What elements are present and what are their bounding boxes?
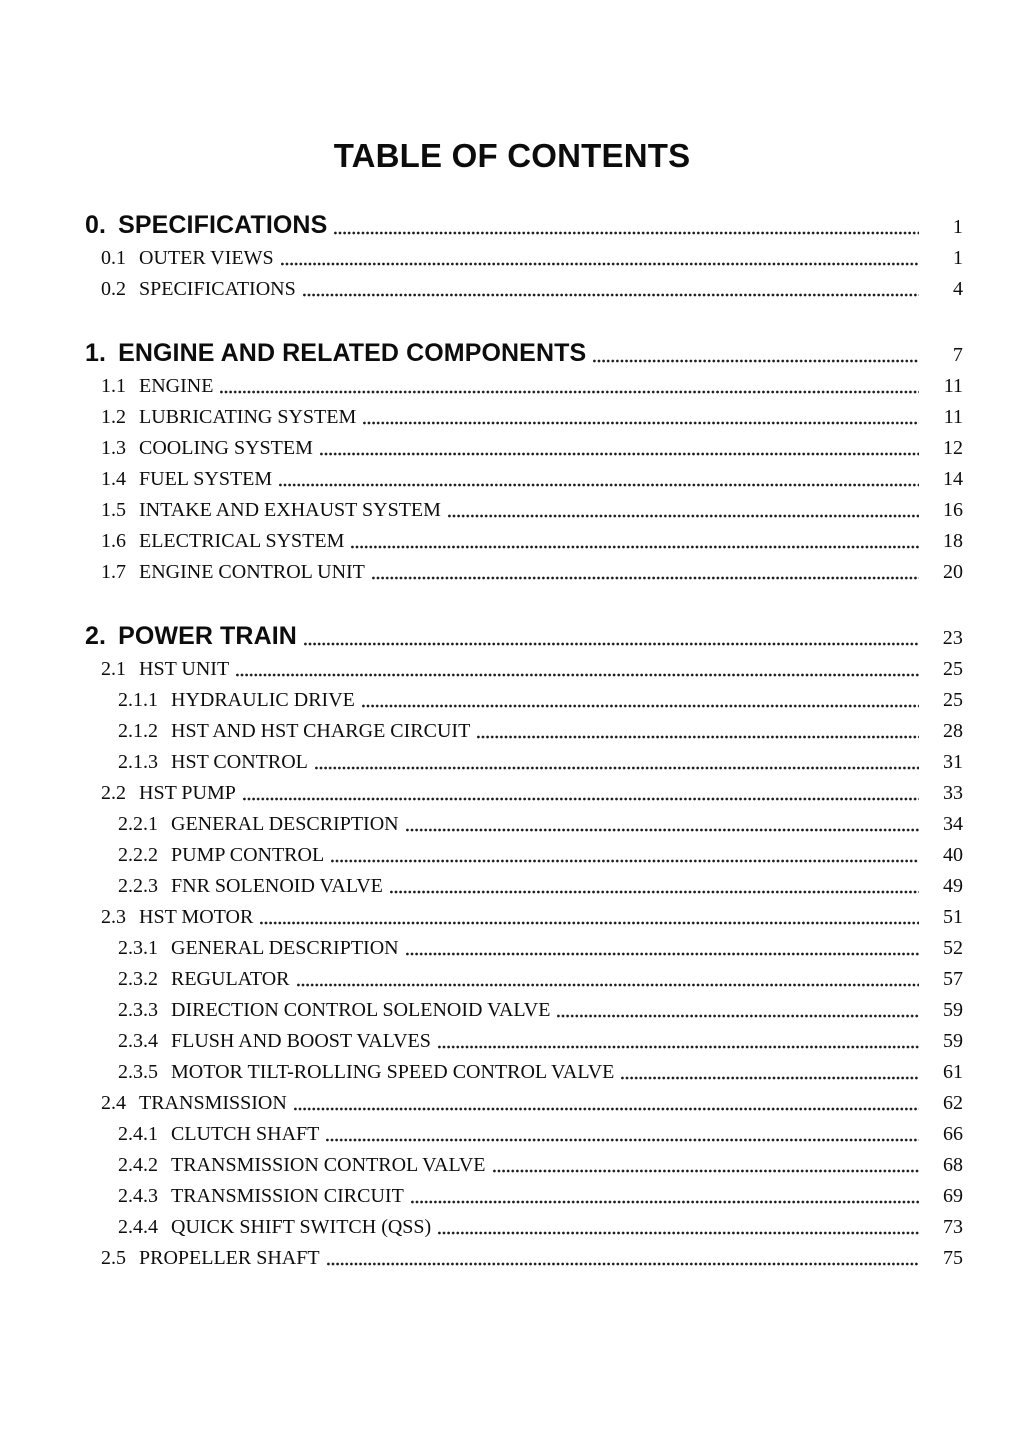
toc-entry: [85, 933, 963, 964]
toc-entry-number: 2.1.1: [118, 689, 158, 711]
toc-entry-title: ENGINE AND RELATED COMPONENTS: [118, 339, 587, 367]
toc-entry-number: 2.1: [101, 658, 126, 680]
toc-entry: [85, 402, 963, 433]
dot-leader: [304, 642, 919, 646]
toc-entry-number: 2.4.4: [118, 1216, 158, 1238]
toc-entry: [85, 619, 963, 654]
toc-entry-number: 2.2.1: [118, 813, 158, 835]
toc-entry-title: POWER TRAIN: [118, 622, 297, 650]
toc-entry: [85, 654, 963, 685]
toc-entry: [85, 1212, 963, 1243]
dot-leader: [315, 766, 919, 770]
toc-entry-title: HST PUMP: [139, 782, 236, 804]
toc-entry-title: GENERAL DESCRIPTION: [171, 813, 399, 835]
toc-entry-title: HST UNIT: [139, 658, 230, 680]
dot-leader: [351, 545, 919, 549]
toc-entry: [85, 371, 963, 402]
dot-leader: [363, 421, 919, 425]
dot-leader: [327, 1262, 919, 1266]
toc-entry-page: 62: [943, 1092, 963, 1114]
toc-entry: [85, 1243, 963, 1274]
toc-entry-page: 12: [943, 437, 963, 459]
toc-entry-page: 33: [943, 782, 963, 804]
dot-leader: [297, 983, 919, 987]
toc-entry-page: 25: [943, 658, 963, 680]
dot-leader: [260, 921, 919, 925]
toc-entry: [85, 964, 963, 995]
toc-entry-title: QUICK SHIFT SWITCH (QSS): [171, 1216, 432, 1238]
toc-entry-page: 20: [943, 561, 963, 583]
toc-entry-number: 1.3: [101, 437, 126, 459]
toc-entry-title: COOLING SYSTEM: [139, 437, 313, 459]
toc-entry-number: 0.2: [101, 278, 126, 300]
toc-entry: [85, 778, 963, 809]
toc-entry-page: 66: [943, 1123, 963, 1145]
toc-entry-page: 34: [943, 813, 963, 835]
toc-entry-title: ELECTRICAL SYSTEM: [139, 530, 345, 552]
toc-entry: [85, 208, 963, 243]
toc-entry-title: ENGINE CONTROL UNIT: [139, 561, 365, 583]
dot-leader: [411, 1200, 919, 1204]
toc-entry-number: 1.4: [101, 468, 126, 490]
toc-entry: [85, 433, 963, 464]
toc-entry-page: 11: [943, 375, 963, 397]
toc-entry-page: 23: [942, 627, 963, 649]
toc-entry: [85, 495, 963, 526]
toc-entry-page: 11: [943, 406, 963, 428]
dot-leader: [326, 1138, 919, 1142]
dot-leader: [390, 890, 919, 894]
toc-entry-title: TRANSMISSION CONTROL VALVE: [171, 1154, 486, 1176]
dot-leader: [294, 1107, 919, 1111]
toc-entry-number: 2.2.3: [118, 875, 158, 897]
toc-entry-number: 2.5: [101, 1247, 126, 1269]
toc-entry-title: FNR SOLENOID VALVE: [171, 875, 383, 897]
dot-leader: [331, 859, 919, 863]
toc-entry-number: 2.: [85, 622, 107, 650]
toc-entry-number: 2.1.3: [118, 751, 158, 773]
toc-entry: [85, 902, 963, 933]
toc-entry: [85, 464, 963, 495]
dot-leader: [438, 1231, 919, 1235]
toc-entry-number: 1.2: [101, 406, 126, 428]
toc-entry: [85, 809, 963, 840]
toc-entry-title: HYDRAULIC DRIVE: [171, 689, 355, 711]
toc-entry-title: LUBRICATING SYSTEM: [139, 406, 357, 428]
toc-entry-number: 2.4.3: [118, 1185, 158, 1207]
toc-entry-page: 49: [943, 875, 963, 897]
toc-entry-title: INTAKE AND EXHAUST SYSTEM: [139, 499, 441, 521]
toc-entry: [85, 1088, 963, 1119]
toc-entry-number: 1.: [85, 339, 107, 367]
toc-entry-number: 2.3: [101, 906, 126, 928]
dot-leader: [236, 673, 919, 677]
toc-entry-page: 59: [943, 999, 963, 1021]
toc-entry-number: 2.3.1: [118, 937, 158, 959]
toc-entry-page: 28: [943, 720, 963, 742]
toc-entry-title: HST MOTOR: [139, 906, 254, 928]
toc-entry: [85, 1057, 963, 1088]
toc-entry-number: 2.4.2: [118, 1154, 158, 1176]
toc-entry-number: 2.2.2: [118, 844, 158, 866]
dot-leader: [243, 797, 919, 801]
toc-entry: [85, 840, 963, 871]
toc-entry-title: FLUSH AND BOOST VALVES: [171, 1030, 431, 1052]
toc-entry: [85, 336, 963, 371]
toc-entry-title: FUEL SYSTEM: [139, 468, 273, 490]
toc-entry: [85, 871, 963, 902]
toc-entry-title: SPECIFICATIONS: [118, 211, 328, 239]
dot-leader: [448, 514, 919, 518]
toc-entry-page: 1: [953, 247, 963, 269]
toc-entry-number: 2.4.1: [118, 1123, 158, 1145]
dot-leader: [493, 1169, 920, 1173]
dot-leader: [220, 390, 919, 394]
dot-leader: [320, 452, 919, 456]
toc-entry-page: 59: [943, 1030, 963, 1052]
toc-entry-title: OUTER VIEWS: [139, 247, 274, 269]
dot-leader: [406, 952, 919, 956]
toc-entry-page: 40: [943, 844, 963, 866]
dot-leader: [621, 1076, 919, 1080]
toc-entry-title: PROPELLER SHAFT: [139, 1247, 320, 1269]
toc-entry-page: 68: [943, 1154, 963, 1176]
toc-entry: [85, 1119, 963, 1150]
toc-entry: [85, 716, 963, 747]
toc-entry-page: 75: [943, 1247, 963, 1269]
toc-entry-title: HST CONTROL: [171, 751, 308, 773]
dot-leader: [477, 735, 919, 739]
toc-entry-title: DIRECTION CONTROL SOLENOID VALVE: [171, 999, 551, 1021]
toc-entry-page: 51: [943, 906, 963, 928]
toc-entry-number: 0.1: [101, 247, 126, 269]
dot-leader: [593, 359, 919, 363]
toc-entry-page: 73: [943, 1216, 963, 1238]
toc-entry-title: GENERAL DESCRIPTION: [171, 937, 399, 959]
page-title: TABLE OF CONTENTS: [333, 137, 691, 174]
toc-entry-number: 2.3.4: [118, 1030, 158, 1052]
toc-entry-page: 57: [943, 968, 963, 990]
toc-entry-title: PUMP CONTROL: [171, 844, 325, 866]
toc-entry-number: 2.3.5: [118, 1061, 158, 1083]
dot-leader: [362, 704, 919, 708]
toc-entry-number: 2.3.2: [118, 968, 158, 990]
dot-leader: [281, 262, 919, 266]
toc-entry-page: 1: [952, 216, 963, 238]
toc-entry-number: 2.1.2: [118, 720, 158, 742]
toc-entry-page: 4: [953, 278, 963, 300]
toc-entry-title: MOTOR TILT-ROLLING SPEED CONTROL VALVE: [171, 1061, 615, 1083]
toc-entry-page: 16: [943, 499, 963, 521]
toc-entry-title: HST AND HST CHARGE CIRCUIT: [171, 720, 471, 742]
toc-entry-page: 14: [943, 468, 963, 490]
toc-entry-title: REGULATOR: [171, 968, 290, 990]
toc-entry-page: 52: [943, 937, 963, 959]
toc-entry: [85, 274, 963, 305]
toc-entry-page: 25: [943, 689, 963, 711]
toc-entry-number: 2.3.3: [118, 999, 158, 1021]
dot-leader: [372, 576, 919, 580]
toc-entry: [85, 1026, 963, 1057]
toc-entry: [85, 747, 963, 778]
toc-entry-title: TRANSMISSION CIRCUIT: [171, 1185, 404, 1207]
toc-entry: [85, 1181, 963, 1212]
toc-entry: [85, 243, 963, 274]
toc-entry-title: TRANSMISSION: [139, 1092, 287, 1114]
toc-entry-number: 1.1: [101, 375, 126, 397]
toc-entry-title: CLUTCH SHAFT: [171, 1123, 320, 1145]
toc-entry-number: 0.: [85, 211, 107, 239]
dot-leader: [438, 1045, 919, 1049]
toc-entry-title: ENGINE: [139, 375, 214, 397]
toc-list: [85, 208, 963, 1274]
toc-entry-title: SPECIFICATIONS: [139, 278, 296, 300]
dot-leader: [279, 483, 919, 487]
toc-entry-page: 61: [943, 1061, 963, 1083]
toc-entry-number: 1.5: [101, 499, 126, 521]
toc-entry: [85, 1150, 963, 1181]
toc-entry-number: 1.7: [101, 561, 126, 583]
toc-entry-page: 69: [943, 1185, 963, 1207]
dot-leader: [334, 231, 919, 235]
toc-entry-page: 31: [943, 751, 963, 773]
dot-leader: [557, 1014, 919, 1018]
toc-entry: [85, 526, 963, 557]
toc-entry: [85, 557, 963, 588]
toc-entry: [85, 995, 963, 1026]
toc-entry-number: 1.6: [101, 530, 126, 552]
toc-entry-number: 2.4: [101, 1092, 126, 1114]
toc-entry-page: 7: [952, 344, 963, 366]
dot-leader: [303, 293, 919, 297]
toc-entry: [85, 685, 963, 716]
toc-entry-number: 2.2: [101, 782, 126, 804]
dot-leader: [406, 828, 919, 832]
toc-entry-page: 18: [943, 530, 963, 552]
